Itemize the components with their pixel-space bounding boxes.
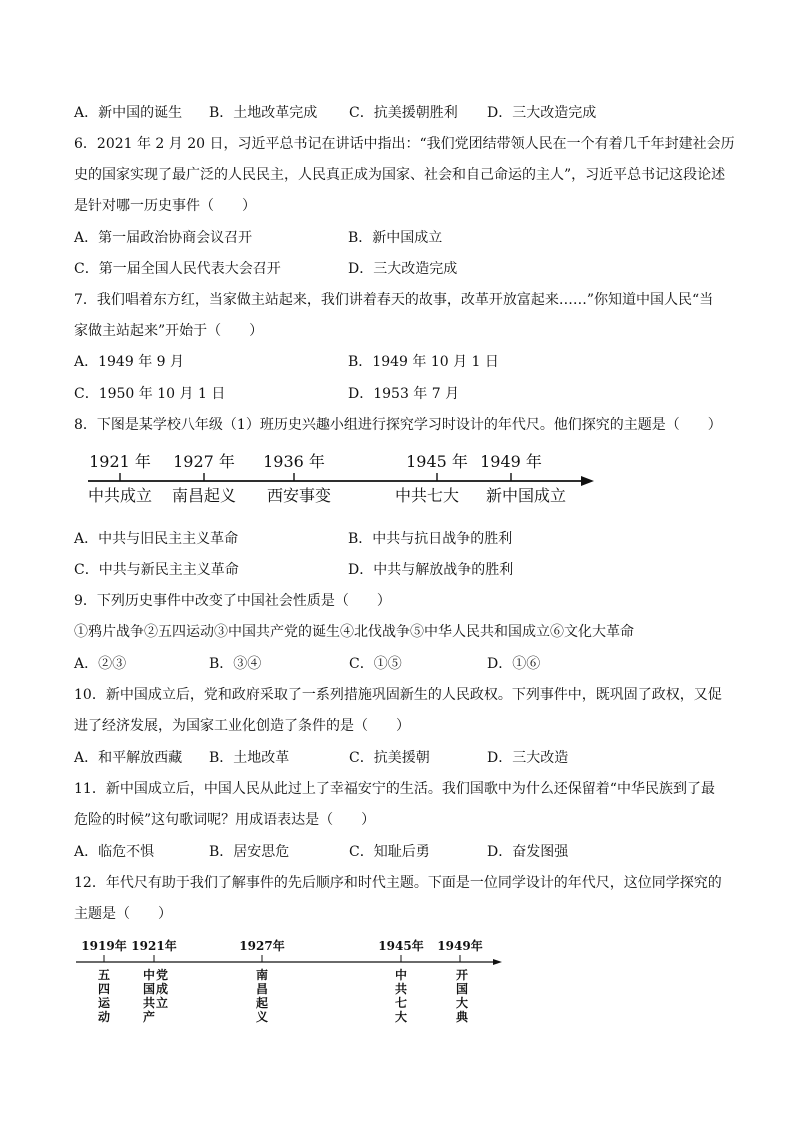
q12-year-2: 1921年 — [131, 939, 177, 953]
q5-options — [74, 103, 596, 123]
q6-stem-line-3: 是针对哪一历史事件（ ） — [74, 198, 256, 214]
q7-option-a: A．1949 年 9 月 — [74, 354, 184, 370]
q12-year-3: 1927年 — [239, 939, 285, 953]
q6-option-c: C．第一届全国人民代表大会召开 — [74, 261, 281, 277]
q6-option-a: A．第一届政治协商会议召开 — [74, 230, 253, 246]
q7-option-b: B．1949 年 10 月 1 日 — [348, 354, 499, 370]
q11-stem-line-2: 危险的时候”这句歌词呢？用成语表达是（ ） — [74, 812, 376, 828]
q9-option-a: A．②③ — [74, 656, 127, 672]
q8-option-d: D．中共与解放战争的胜利 — [348, 562, 514, 578]
q12-event-4-char-2: 共 — [394, 982, 408, 996]
q8-event-2: 南昌起义 — [171, 486, 237, 505]
q8-timeline-arrow — [581, 476, 594, 486]
q12-event-2-char-4: 产 — [142, 1010, 156, 1024]
q6-stem-line-1: 6．2021 年 2 月 20 日，习近平总书记在讲话中指出：“我们党团结带领人民在一个有着几千年封建社会历 — [74, 136, 735, 152]
q12-event-3-char-4: 义 — [255, 1010, 269, 1024]
q10-option-d: D．三大改造 — [487, 750, 569, 766]
q12-event-2-col2-char-2: 成 — [155, 982, 169, 996]
q11-option-d: D．奋发图强 — [487, 844, 569, 860]
q8-year-2: 1927 年 — [173, 452, 235, 471]
q12-event-4-char-1: 中 — [394, 968, 408, 982]
q8-event-1: 中共成立 — [87, 486, 153, 505]
q11-stem-line-1: 11．新中国成立后，中国人民从此过上了幸福安宁的生活。我们国歌中为什么还保留着“中华民族到了最 — [74, 781, 715, 797]
q10-options — [74, 748, 568, 768]
q5-option-b: B．土地改革完成 — [209, 105, 318, 121]
q8-year-1: 1921 年 — [89, 452, 151, 471]
q9-option-d: D．①⑥ — [487, 656, 541, 672]
q8-year-5: 1949 年 — [480, 452, 542, 471]
q12-year-5: 1949年 — [437, 939, 483, 953]
q12-event-5-char-2: 国 — [455, 982, 469, 996]
q12-event-2-char-1: 中 — [142, 968, 156, 982]
q8-option-a: A．中共与旧民主主义革命 — [74, 531, 239, 547]
q7-option-c: C．1950 年 10 月 1 日 — [74, 386, 226, 402]
q9-events-list: ①鸦片战争②五四运动③中国共产党的诞生④北伐战争⑤中华人民共和国成立⑥文化大革命 — [74, 624, 634, 640]
q12-event-1-char-2: 四 — [97, 982, 111, 996]
q5-option-d: D．三大改造完成 — [487, 105, 597, 121]
q7-stem-line-1: 7．我们唱着东方红，当家做主站起来，我们讲着春天的故事，改革开放富起来……”你知道中国人民“当 — [74, 292, 714, 308]
q11-option-c: C．知耻后勇 — [349, 844, 430, 860]
q12-timeline — [74, 935, 514, 1030]
q12-event-4-char-4: 大 — [394, 1010, 408, 1024]
q8-event-5: 新中国成立 — [485, 486, 567, 505]
q8-event-3: 西安事变 — [266, 486, 332, 505]
q12-event-4-char-3: 七 — [394, 996, 408, 1010]
q12-event-5-char-1: 开 — [455, 968, 469, 982]
q12-event-2-col2-char-1: 党 — [155, 968, 169, 982]
q9-option-b: B．③④ — [209, 656, 262, 672]
q9-stem: 9．下列历史事件中改变了中国社会性质是（ ） — [74, 593, 391, 609]
q8-option-c: C．中共与新民主主义革命 — [74, 562, 239, 578]
q6-option-d: D．三大改造完成 — [348, 261, 458, 277]
q8-year-3: 1936 年 — [263, 452, 325, 471]
q11-option-a: A．临危不惧 — [74, 844, 155, 860]
q12-event-1-char-1: 五 — [97, 968, 111, 982]
q12-event-5-char-4: 典 — [455, 1010, 469, 1024]
q10-option-a: A．和平解放西藏 — [74, 750, 183, 766]
q11-options — [74, 842, 568, 862]
q5-option-a: A．新中国的诞生 — [74, 105, 183, 121]
q6-option-b: B．新中国成立 — [348, 230, 443, 246]
q12-event-5-char-3: 大 — [455, 996, 469, 1010]
q9-options — [74, 654, 540, 674]
q10-option-b: B．土地改革 — [209, 750, 290, 766]
q10-stem-line-2: 进了经济发展，为国家工业化创造了条件的是（ ） — [74, 718, 410, 734]
q6-stem-line-2: 史的国家实现了最广泛的人民民主，人民真正成为国家、社会和自己命运的主人”，习近平总书记这段论述 — [74, 167, 726, 183]
q12-timeline-arrow — [493, 959, 502, 965]
q12-year-1: 1919年 — [81, 939, 127, 953]
q10-option-c: C．抗美援朝 — [349, 750, 430, 766]
q7-stem-line-2: 家做主站起来”开始于（ ） — [74, 323, 264, 339]
q12-event-2-char-3: 共 — [142, 996, 156, 1010]
q12-stem-line-1: 12．年代尺有助于我们了解事件的先后顺序和时代主题。下面是一位同学设计的年代尺，这位同学探究的 — [74, 875, 722, 891]
q12-event-2-col2-char-3: 立 — [155, 996, 169, 1010]
q12-event-3-char-2: 昌 — [255, 982, 269, 996]
q8-stem: 8．下图是某学校八年级（1）班历史兴趣小组进行探究学习时设计的年代尺。他们探究的主题是（ ） — [74, 417, 722, 433]
q12-event-1-char-3: 运 — [97, 996, 111, 1010]
q10-stem-line-1: 10．新中国成立后，党和政府采取了一系列措施巩固新生的人民政权。下列事件中，既巩固了政权，又促 — [74, 687, 722, 703]
q8-year-4: 1945 年 — [406, 452, 468, 471]
q12-event-3-char-1: 南 — [255, 968, 269, 982]
q12-event-3-char-3: 起 — [255, 996, 269, 1010]
q8-timeline — [80, 448, 600, 518]
q5-option-c: C．抗美援朝胜利 — [349, 105, 458, 121]
q11-option-b: B．居安思危 — [209, 844, 290, 860]
q12-year-4: 1945年 — [378, 939, 424, 953]
q9-option-c: C．①⑤ — [349, 656, 402, 672]
q12-event-1-char-4: 动 — [97, 1010, 111, 1024]
q7-option-d: D．1953 年 7 月 — [348, 386, 460, 402]
q8-option-b: B．中共与抗日战争的胜利 — [348, 531, 513, 547]
q8-event-4: 中共七大 — [394, 486, 460, 505]
q12-event-2-char-2: 国 — [142, 982, 156, 996]
q12-stem-line-2: 主题是（ ） — [74, 906, 172, 922]
